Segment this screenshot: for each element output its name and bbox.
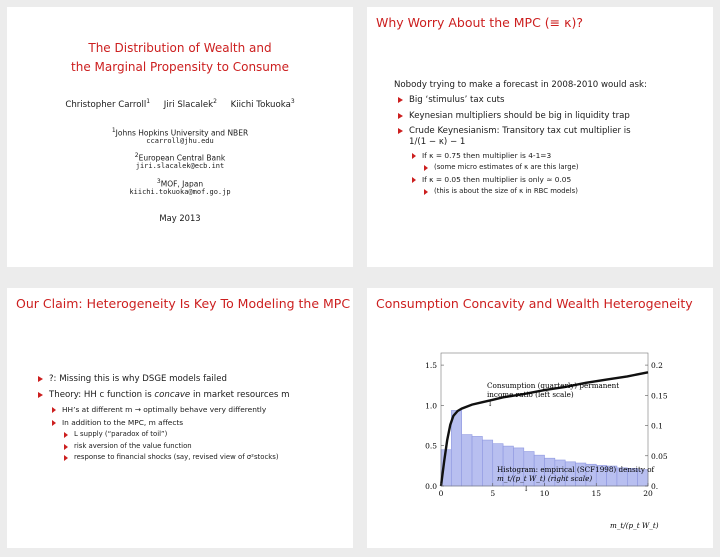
x-tick-label: 10 bbox=[539, 489, 550, 498]
slide-concavity-chart[interactable] bbox=[367, 288, 713, 548]
author-list: Christopher Carroll$^1$ Jiri Slacalek$^2$ Kiichi Tokuoka$^3$ bbox=[65, 98, 295, 110]
list-item: If κ = 0.05 then multiplier is only ≈ 0.05 bbox=[394, 175, 694, 184]
affiliation: $^2$European Central Bank bbox=[134, 152, 226, 163]
intro-text: Nobody trying to make a forecast in 2008-2010 would ask: bbox=[394, 80, 647, 90]
talk-date: May 2013 bbox=[159, 213, 201, 223]
list-item: ?: Missing this is why DSGE models failed bbox=[34, 374, 344, 385]
list-item: If κ = 0.75 then multiplier is 4-1=3 bbox=[394, 151, 694, 160]
bullet-list bbox=[34, 374, 344, 465]
list-item: (some micro estimates of κ are this large) bbox=[394, 163, 694, 172]
slide-heading: Our Claim: Heterogeneity Is Key To Modeling the MPC bbox=[16, 296, 351, 311]
list-item: Keynesian multipliers should be big in liquidity trap bbox=[394, 111, 694, 122]
author-name: Jiri Slacalek bbox=[163, 99, 214, 110]
slide-title[interactable] bbox=[7, 7, 353, 267]
list-item: (this is about the size of κ in RBC models) bbox=[394, 187, 694, 196]
email: ccarroll@jhu.edu bbox=[146, 137, 214, 145]
bullet-list bbox=[394, 95, 694, 199]
author-name: Christopher Carroll bbox=[65, 99, 147, 110]
list-item: response to financial shocks (say, revised view of σ²stocks) bbox=[34, 453, 344, 462]
histogram-bar bbox=[482, 440, 492, 486]
right-tick-label: 0. bbox=[651, 482, 659, 491]
email: kiichi.tokuoka@mof.go.jp bbox=[129, 188, 231, 196]
annotation-histogram: Histogram: empirical (SCF1998) density of bbox=[497, 465, 655, 474]
slide-why-mpc[interactable] bbox=[367, 7, 713, 267]
left-tick-label: 1.0 bbox=[425, 401, 437, 411]
left-tick-label: 1.5 bbox=[425, 361, 437, 371]
annotation-arrow: ↓ bbox=[523, 484, 530, 493]
list-item: Theory: HH c function is concave in market resources m bbox=[34, 390, 344, 401]
right-tick-label: 0.1 bbox=[651, 421, 663, 431]
author-name: Kiichi Tokuoka bbox=[230, 99, 291, 110]
annotation-consumption: income ratio (left scale) bbox=[487, 390, 574, 399]
annotation-consumption: Consumption (quarterly) permanent bbox=[487, 381, 620, 390]
x-tick-label: 15 bbox=[591, 489, 602, 498]
x-tick-label: 5 bbox=[490, 489, 496, 498]
list-item: risk aversion of the value function bbox=[34, 442, 344, 451]
list-item: Big ‘stimulus’ tax cuts bbox=[394, 95, 694, 106]
email: jiri.slacalek@ecb.int bbox=[135, 162, 225, 170]
slide-heading: Consumption Concavity and Wealth Heterogeneity bbox=[376, 296, 693, 311]
annotation-histogram: m_t/(p_t W_t) (right scale) bbox=[497, 474, 593, 483]
concavity-chart bbox=[367, 288, 713, 548]
slide-our-claim[interactable] bbox=[7, 288, 353, 548]
histogram-bar bbox=[451, 410, 461, 486]
list-item: In addition to the MPC, m affects bbox=[34, 418, 344, 427]
right-tick-label: 0.2 bbox=[651, 361, 663, 371]
talk-title-line2: the Marginal Propensity to Consume bbox=[71, 60, 289, 74]
left-tick-label: 0.5 bbox=[425, 441, 437, 451]
right-tick-label: 0.05 bbox=[651, 451, 668, 461]
x-axis-label: m_t/(p_t W_t) bbox=[610, 521, 659, 530]
list-item: L supply (“paradox of toil”) bbox=[34, 430, 344, 439]
x-tick-label: 0 bbox=[438, 489, 444, 498]
annotation-arrow: ↓ bbox=[487, 399, 494, 408]
list-item: HH’s at different m → optimally behave very differently bbox=[34, 405, 344, 414]
affiliation: $^1$Johns Hopkins University and NBER bbox=[111, 127, 249, 138]
right-tick-label: 0.15 bbox=[651, 391, 668, 401]
talk-title-line1: The Distribution of Wealth and bbox=[88, 41, 272, 55]
left-tick-label: 0.0 bbox=[425, 482, 437, 491]
slide-heading: Why Worry About the MPC (≡ κ)? bbox=[376, 15, 584, 30]
histogram-bar bbox=[462, 435, 472, 486]
histogram-bar bbox=[472, 436, 482, 486]
list-item: Crude Keynesianism: Transitory tax cut multiplier is 1/(1 − κ) − 1 bbox=[394, 126, 694, 147]
affiliation: $^3$MOF, Japan bbox=[156, 178, 204, 189]
x-tick-label: 20 bbox=[643, 489, 653, 498]
